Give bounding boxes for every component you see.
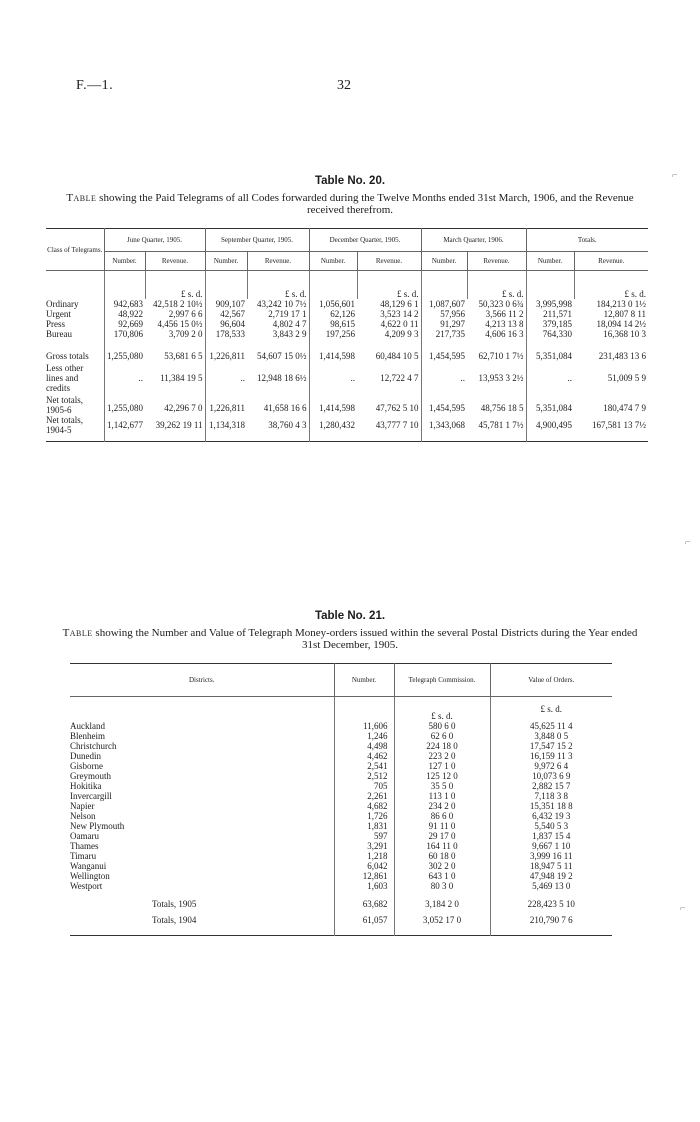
number-cell: 62,126 [309,309,357,319]
table20-caption-lead: Table [66,192,97,204]
revenue-cell: 43,242 10 7½ [257,299,307,309]
commission-cell: 29 17 0 [394,831,490,841]
value-cell: 9,972 6 4 [490,761,612,771]
district-name: Thames [70,841,99,851]
value-cell: 5,540 5 3 [490,821,612,831]
revenue-cell: 62,710 1 7½ [478,351,524,361]
number-cell: 1,603 [334,881,394,891]
district-name: New Plymouth [70,821,125,831]
number-cell: 48,922 [104,309,145,319]
number-cell: 1,255,080 [104,341,145,361]
group-header: March Quarter, 1906. [421,229,526,252]
value-cell: 18,947 5 11 [490,861,612,871]
table21-caption-lead: Table [62,627,93,639]
margin-mark: ⌐ [672,170,678,181]
number-cell: 1,218 [334,851,394,861]
money-orders-table [70,663,612,936]
units-row [46,271,648,300]
revenue-cell: 41,658 16 6 [263,403,307,413]
table-row [70,841,612,851]
number-cell: 4,462 [334,751,394,761]
number-cell: 12,861 [334,871,394,881]
number-cell: .. [104,361,145,395]
number-cell: 92,669 [104,319,145,329]
row-label: Less other lines and credits [46,363,84,393]
district-cell [70,821,334,831]
margin-mark: ⌐ [685,537,691,548]
number-cell: 3,995,998 [526,299,574,309]
commission-cell: 302 2 0 [394,861,490,871]
table21-title: Table No. 21. [314,610,386,622]
table-row [46,319,648,329]
empty-cell [104,271,145,300]
table21-caption [60,627,640,651]
revenue-cell: 12,722 4 7 [380,373,419,383]
revenue-cell: 3,523 14 2 [380,309,419,319]
units-cell: £ s. d. [357,271,421,300]
value-cell: 10,073 6 9 [490,771,612,781]
units-cell: £ s. d. [490,697,612,722]
number-cell: 4,900,495 [526,415,574,442]
totals-row [70,891,612,909]
commission-cell: 86 6 0 [394,811,490,821]
number-cell: 1,246 [334,731,394,741]
district-cell [70,861,334,871]
revenue-cell: 43,777 7 10 [375,420,419,430]
revenue-cell: 231,483 13 6 [598,351,646,361]
district-name: Christchurch [70,741,117,751]
empty-cell [526,271,574,300]
table-row [70,801,612,811]
district-cell [70,801,334,811]
number-cell: 61,057 [334,909,394,936]
revenue-cell: 50,323 0 6¾ [478,299,524,309]
number-cell: 211,571 [526,309,574,319]
table-row [70,761,612,771]
value-cell: 3,848 0 5 [490,731,612,741]
district-name: Nelson [70,811,96,821]
number-cell: .. [526,361,574,395]
empty-cell [46,271,104,300]
table-row [70,811,612,821]
district-cell [70,791,334,801]
number-cell: 942,683 [104,299,145,309]
number-cell: 2,261 [334,791,394,801]
revenue-cell: 2,719 17 1 [268,309,307,319]
value-cell: 210,790 7 6 [490,909,612,936]
revenue-cell: 4,606 16 3 [485,329,524,339]
value-cell: 45,625 11 4 [490,721,612,731]
page-number: 32 [337,78,351,93]
value-header: Value of Orders. [490,664,612,697]
revenue-cell: 60,484 10 5 [375,351,419,361]
table-row [46,341,648,361]
table21-caption-text: showing the Number and Value of Telegraph Money-orders issued within the several Postal Districts during the Year ended 31st December, 1905. [95,627,638,651]
value-cell: 1,837 15 4 [490,831,612,841]
table-row [70,831,612,841]
revenue-subheader: Revenue. [574,252,648,271]
number-cell: 1,343,068 [421,415,467,442]
revenue-cell: 180,474 7 9 [603,403,646,413]
number-cell: 764,330 [526,329,574,341]
row-label: Urgent [46,309,71,319]
revenue-cell: 54,607 15 0½ [257,351,307,361]
units-cell: £ s. d. [394,697,490,722]
commission-cell: 164 11 0 [394,841,490,851]
number-header: Number. [334,664,394,697]
table20-title: Table No. 20. [314,175,386,187]
revenue-cell: 3,566 11 2 [485,309,524,319]
revenue-cell: 12,807 8 11 [603,309,646,319]
revenue-cell: 184,213 0 1½ [596,299,646,309]
value-cell: 3,999 16 11 [490,851,612,861]
table-row [46,415,648,442]
revenue-cell: 18,094 14 2½ [596,319,646,329]
district-cell [70,841,334,851]
revenue-subheader: Revenue. [145,252,205,271]
table-row [70,721,612,731]
revenue-cell: 2,997 6 6 [168,309,203,319]
districts-header: Districts. [70,664,334,697]
table-row [70,871,612,881]
row-label: Net totals, 1904-5 [46,415,83,435]
table-row [70,731,612,741]
totals-label: Totals, 1904 [152,915,197,925]
revenue-cell: 42,518 2 10½ [153,299,203,309]
number-cell: 1,414,598 [309,395,357,415]
commission-cell: 80 3 0 [394,881,490,891]
revenue-cell: 3,709 2 0 [168,329,203,339]
number-subheader: Number. [205,252,247,271]
table-row [46,309,648,319]
number-cell: 6,042 [334,861,394,871]
district-cell [70,741,334,751]
revenue-cell: 39,262 19 11 [155,420,203,430]
district-name: Greymouth [70,771,111,781]
number-cell: 5,351,084 [526,341,574,361]
margin-mark: ⌐ [680,903,686,914]
number-cell: 379,185 [526,319,574,329]
group-header: September Quarter, 1905. [205,229,309,252]
empty-cell [421,271,467,300]
table-row [46,361,648,395]
empty-cell [70,697,334,722]
table20-caption [60,192,640,216]
row-label: Net totals, 1905-6 [46,395,83,415]
district-cell [70,761,334,771]
number-cell: 63,682 [334,891,394,909]
empty-cell [309,271,357,300]
table-row [70,821,612,831]
value-cell: 15,351 18 8 [490,801,612,811]
district-name: Timaru [70,851,97,861]
revenue-cell: 45,781 1 7½ [478,420,524,430]
number-cell: .. [205,361,247,395]
row-label: Gross totals [46,351,89,361]
district-name: Gisborne [70,761,103,771]
group-header: December Quarter, 1905. [309,229,421,252]
commission-cell: 234 2 0 [394,801,490,811]
commission-cell: 60 18 0 [394,851,490,861]
number-cell: 170,806 [104,329,145,341]
number-cell: 597 [334,831,394,841]
district-cell [70,751,334,761]
number-cell: 1,255,080 [104,395,145,415]
number-cell: 1,226,811 [205,395,247,415]
number-cell: 909,107 [205,299,247,309]
number-cell: 1,226,811 [205,341,247,361]
district-name: Invercargill [70,791,112,801]
revenue-subheader: Revenue. [467,252,526,271]
number-cell: 4,682 [334,801,394,811]
row-label: Bureau [46,329,72,339]
table-row [70,751,612,761]
number-subheader: Number. [104,252,145,271]
revenue-cell: 51,009 5 9 [607,373,646,383]
number-cell: 96,604 [205,319,247,329]
group-header: Totals. [526,229,648,252]
number-cell: 11,606 [334,721,394,731]
number-cell: 91,297 [421,319,467,329]
number-cell: 1,726 [334,811,394,821]
commission-header: Telegraph Commission. [394,664,490,697]
revenue-cell: 47,762 5 10 [375,403,419,413]
number-cell: 217,735 [421,329,467,341]
revenue-cell: 48,129 6 1 [380,299,419,309]
revenue-cell: 12,948 18 6½ [257,373,307,383]
district-cell [70,881,334,891]
number-subheader: Number. [526,252,574,271]
number-cell: 3,291 [334,841,394,851]
commission-cell: 643 1 0 [394,871,490,881]
table-row [70,851,612,861]
group-header: June Quarter, 1905. [104,229,205,252]
table-row [70,741,612,751]
district-cell [70,851,334,861]
revenue-cell: 4,456 15 0½ [157,319,203,329]
district-cell [70,721,334,731]
commission-cell: 62 6 0 [394,731,490,741]
commission-cell: 113 1 0 [394,791,490,801]
commission-cell: 91 11 0 [394,821,490,831]
units-cell: £ s. d. [574,271,648,300]
district-cell [70,831,334,841]
district-name: Auckland [70,721,105,731]
value-cell: 47,948 19 2 [490,871,612,881]
district-cell [70,871,334,881]
district-name: Wanganui [70,861,107,871]
totals-label: Totals, 1905 [152,899,197,909]
number-cell: 197,256 [309,329,357,341]
revenue-cell: 4,802 4 7 [272,319,307,329]
number-cell: 2,541 [334,761,394,771]
number-cell: 98,615 [309,319,357,329]
number-cell: 1,831 [334,821,394,831]
value-cell: 2,882 15 7 [490,781,612,791]
number-cell: 1,414,598 [309,341,357,361]
revenue-cell: 53,681 6 5 [164,351,203,361]
district-name: Hokitika [70,781,102,791]
commission-cell: 127 1 0 [394,761,490,771]
number-cell: 2,512 [334,771,394,781]
commission-cell: 35 5 0 [394,781,490,791]
units-cell: £ s. d. [145,271,205,300]
district-name: Wellington [70,871,110,881]
value-cell: 9,667 1 10 [490,841,612,851]
commission-cell: 3,052 17 0 [394,909,490,936]
number-cell: 178,533 [205,329,247,341]
value-cell: 17,547 15 2 [490,741,612,751]
table-row [46,299,648,309]
row-label: Ordinary [46,299,79,309]
number-cell: .. [309,361,357,395]
commission-cell: 125 12 0 [394,771,490,781]
value-cell: 228,423 5 10 [490,891,612,909]
class-header: Class of Telegrams. [46,229,104,271]
empty-cell [205,271,247,300]
empty-cell [334,697,394,722]
revenue-cell: 13,953 3 2½ [478,373,524,383]
table-row [70,771,612,781]
value-cell: 7,118 3 8 [490,791,612,801]
number-cell: .. [421,361,467,395]
number-cell: 5,351,084 [526,395,574,415]
district-cell [70,771,334,781]
district-cell [70,811,334,821]
commission-cell: 224 18 0 [394,741,490,751]
table-row [46,395,648,415]
revenue-subheader: Revenue. [247,252,309,271]
revenue-cell: 4,213 13 8 [485,319,524,329]
revenue-cell: 4,622 0 11 [380,319,419,329]
district-cell [70,781,334,791]
table-row [70,861,612,871]
number-cell: 1,134,318 [205,415,247,442]
district-cell [70,731,334,741]
number-cell: 1,454,595 [421,395,467,415]
revenue-cell: 11,384 19 5 [160,373,203,383]
revenue-cell: 16,368 10 3 [603,329,646,339]
revenue-cell: 42,296 7 0 [164,403,203,413]
units-cell: £ s. d. [467,271,526,300]
commission-cell: 223 2 0 [394,751,490,761]
units-row [70,697,612,722]
district-name: Westport [70,881,103,891]
number-cell: 1,056,601 [309,299,357,309]
commission-cell: 580 6 0 [394,721,490,731]
revenue-cell: 4,209 9 3 [384,329,419,339]
commission-cell: 3,184 2 0 [394,891,490,909]
district-name: Oamaru [70,831,99,841]
value-cell: 6,432 19 3 [490,811,612,821]
revenue-cell: 48,756 18 5 [480,403,524,413]
table20-caption-text: showing the Paid Telegrams of all Codes forwarded during the Twelve Months ended 31st March, 1906, and the Revenue received therefrom. [99,192,634,216]
table-row [70,781,612,791]
value-cell: 16,159 11 3 [490,751,612,761]
number-cell: 1,280,432 [309,415,357,442]
table-row [70,881,612,891]
number-cell: 42,567 [205,309,247,319]
district-name: Dunedin [70,751,101,761]
number-cell: 1,142,677 [104,415,145,442]
number-subheader: Number. [421,252,467,271]
revenue-cell: 3,843 2 9 [272,329,307,339]
totals-row [70,909,612,936]
revenue-cell: 167,581 13 7½ [592,420,646,430]
number-cell: 4,498 [334,741,394,751]
telegrams-table [46,228,648,442]
revenue-cell: 38,760 4 3 [268,420,307,430]
row-label: Press [46,319,66,329]
district-name: Blenheim [70,731,105,741]
units-cell: £ s. d. [247,271,309,300]
district-name: Napier [70,801,95,811]
number-cell: 1,087,607 [421,299,467,309]
revenue-subheader: Revenue. [357,252,421,271]
number-cell: 57,956 [421,309,467,319]
number-cell: 705 [334,781,394,791]
page-header-left: F.—1. [76,78,114,93]
number-cell: 1,454,595 [421,341,467,361]
value-cell: 5,469 13 0 [490,881,612,891]
table-row [70,791,612,801]
number-subheader: Number. [309,252,357,271]
table-row [46,329,648,341]
